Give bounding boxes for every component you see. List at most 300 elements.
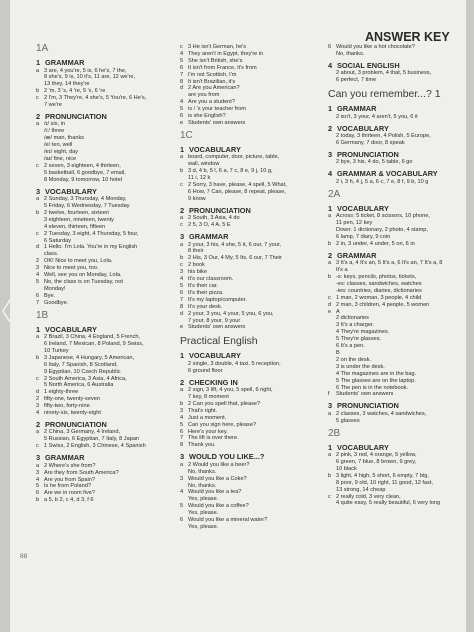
answer-text: Are you a student? xyxy=(188,99,235,106)
answer-letter xyxy=(36,74,44,81)
answer-letter: d xyxy=(180,85,184,92)
answer-text: 2 Are you American? xyxy=(188,85,240,92)
answer-text: 10 Turkey xyxy=(44,347,69,354)
answer-line xyxy=(180,215,320,222)
answer-text: Across: 5 ticket, 8 scissors, 10 phone, xyxy=(336,213,430,220)
answer-line xyxy=(180,496,320,503)
answer-text: Thank you. xyxy=(188,442,216,449)
answer-line xyxy=(180,469,320,476)
answer-letter xyxy=(180,175,188,182)
answer-line xyxy=(180,72,320,79)
answer-line xyxy=(180,175,320,182)
answer-line xyxy=(36,121,170,128)
answer-line xyxy=(180,65,320,72)
answer-line xyxy=(180,196,320,203)
answer-text: wall, window xyxy=(188,161,220,168)
answer-text: No, thanks. xyxy=(188,468,217,475)
answer-letter: 6 xyxy=(36,292,40,299)
answer-text: 3 It's a, 4 It's an, 5 It's a, 6 It's an, 7 It's a, 8 xyxy=(336,260,443,267)
answer-text: 2 Tuesday, 3 eight, 4 Thursday, 5 four, xyxy=(44,230,139,237)
answer-line xyxy=(180,242,320,249)
answer-letter xyxy=(36,382,44,389)
answer-text: 2 pink, 3 red, 4 orange, 5 yellow, xyxy=(336,452,417,459)
answer-line xyxy=(328,378,466,385)
answer-text: A xyxy=(336,308,340,315)
answer-text: 2 seven, 3 eighteen, 4 thirteen, xyxy=(44,162,121,169)
section-heading-would-you-like xyxy=(180,452,320,462)
answer-text: 2 classes, 3 watches, 4 sandwiches, xyxy=(336,410,427,417)
answer-letter xyxy=(180,496,188,503)
answer-letter: 3 xyxy=(180,269,184,276)
answer-line xyxy=(36,382,170,389)
section-title: VOCABULARY xyxy=(337,123,389,133)
answer-letter xyxy=(328,267,336,274)
section-number: 4 xyxy=(328,60,333,70)
answer-text: No, thanks. xyxy=(188,482,217,489)
answer-text: 3 light, 4 high, 5 short, 6 empty, 7 big, xyxy=(336,472,429,479)
answer-text: 5 They're glasses. xyxy=(336,336,382,343)
answer-letter: 5 xyxy=(180,503,184,510)
section-number: 2 xyxy=(328,123,333,133)
answer-letter: 3 xyxy=(180,475,184,482)
answer-letter: b xyxy=(36,209,40,216)
answer-letter xyxy=(328,315,336,322)
answer-line xyxy=(180,154,320,161)
section-title: VOCABULARY xyxy=(337,442,389,452)
answer-text: /e/ ten, well xyxy=(44,142,73,149)
answer-text: is / 's your teacher from xyxy=(188,106,246,113)
answer-text: 2 'm, 3 's, 4 're, 5 's, 6 're xyxy=(44,88,106,95)
answer-text: 6 Germany, 7 door, 8 speak xyxy=(336,139,405,146)
answer-text: /ɪ/ six, in xyxy=(44,121,65,128)
answer-text: 2 Sunday, 3 Thursday, 4 Monday, xyxy=(44,196,127,203)
section-title: VOCABULARY xyxy=(45,324,97,334)
answer-line xyxy=(36,170,170,177)
answer-line xyxy=(328,179,466,186)
answer-line xyxy=(328,70,466,77)
answer-line xyxy=(180,442,320,449)
answer-letter xyxy=(328,220,336,227)
answer-line xyxy=(328,500,466,507)
page-number: 88 xyxy=(20,553,28,560)
answer-text: Monday! xyxy=(44,285,66,292)
answer-text: 3 eighteen, nineteen, twenty xyxy=(44,216,114,223)
answer-text: Is he from Poland? xyxy=(44,483,91,490)
answer-line xyxy=(328,77,466,84)
answer-letter xyxy=(328,234,336,241)
answer-letter: c xyxy=(36,443,39,450)
answer-letter xyxy=(328,343,336,350)
answer-line xyxy=(328,227,466,234)
answer-line xyxy=(180,189,320,196)
answer-text: 7 your, 8 your, 9 your xyxy=(188,317,241,324)
answer-line xyxy=(36,258,170,265)
answer-letter: c xyxy=(328,493,331,500)
section-heading-pronunciation xyxy=(180,206,320,216)
answer-text: 2 really cold, 3 very clean, xyxy=(336,493,401,500)
section-title: GRAMMAR xyxy=(45,453,85,463)
answer-text: 2 twelve, fourteen, sixteen xyxy=(44,209,109,216)
answer-text: 2 in, 3 under, 4 under, 5 on, 6 in xyxy=(336,240,415,247)
answer-letter xyxy=(328,159,336,166)
answer-line xyxy=(328,213,466,220)
answer-line xyxy=(36,196,170,203)
section-heading-vocabulary xyxy=(328,443,466,453)
section-number: 2 xyxy=(36,111,41,121)
answer-text: 2 your, 3 his, 4 she, 5 it, 6 our, 7 your, xyxy=(188,241,281,248)
answer-letter xyxy=(328,487,336,494)
answer-text: Would you like a mineral water? xyxy=(188,517,268,524)
answer-line xyxy=(180,44,320,51)
section-number: 1 xyxy=(180,144,185,154)
answer-line xyxy=(328,315,466,322)
answer-line xyxy=(180,168,320,175)
answer-text: Yes, please. xyxy=(188,523,219,530)
section-title: GRAMMAR xyxy=(337,104,377,114)
section-number: 2 xyxy=(328,250,333,260)
answer-letter: c xyxy=(36,95,39,102)
answer-letter: a xyxy=(180,215,184,222)
section-number: 1 xyxy=(328,442,333,452)
answer-letter xyxy=(36,156,44,163)
answer-line xyxy=(328,466,466,473)
section-number: 3 xyxy=(180,452,185,462)
answer-text: 8 their xyxy=(188,248,204,255)
answer-letter xyxy=(180,368,188,375)
answer-line xyxy=(180,422,320,429)
answer-letter: a xyxy=(328,410,332,417)
answer-letter: a xyxy=(328,452,332,459)
unit-heading-2b: 2B xyxy=(328,427,341,439)
answer-text: -es: classes, sandwiches, watches xyxy=(336,280,422,287)
answer-line xyxy=(328,114,466,121)
answer-text: Down: 1 dictionary, 2 photo, 4 stamp, xyxy=(336,226,428,233)
answer-text: 5 Russian, 6 Egyptian, 7 Italy, 8 Japan xyxy=(44,436,140,443)
answer-line xyxy=(36,224,170,231)
answer-line xyxy=(328,260,466,267)
answer-line xyxy=(36,217,170,224)
answer-letter xyxy=(328,371,336,378)
answer-letter xyxy=(328,288,336,295)
answer-letter: c xyxy=(36,162,39,169)
section-number: 2 xyxy=(180,205,185,215)
section-number: 3 xyxy=(36,453,41,463)
answer-text: 11 i, 12 k xyxy=(188,175,211,182)
answer-text: 2 dictionaries xyxy=(336,315,369,322)
answer-line xyxy=(36,68,170,75)
answer-line xyxy=(36,272,170,279)
answer-line xyxy=(36,334,170,341)
answer-text: 2 sign, 3 lift, 4 you, 5 spell, 6 right, xyxy=(188,387,273,394)
section-number: 1 xyxy=(36,324,41,334)
answer-letter xyxy=(328,364,336,371)
answer-text: Are you from Spain? xyxy=(44,476,95,483)
answer-line xyxy=(36,286,170,293)
answer-line xyxy=(328,459,466,466)
answer-text: class. xyxy=(44,251,59,258)
section-title: VOCABULARY xyxy=(189,144,241,154)
answer-letter: b xyxy=(180,400,184,407)
section-title: WOULD YOU LIKE...? xyxy=(189,452,265,462)
answer-line xyxy=(36,88,170,95)
previous-page-arrow-icon[interactable] xyxy=(0,296,14,326)
answer-letter xyxy=(328,322,336,329)
answer-line xyxy=(328,385,466,392)
answer-line xyxy=(36,142,170,149)
answer-letter: b xyxy=(180,168,184,175)
answer-line xyxy=(328,241,466,248)
answer-text: 9 know xyxy=(188,195,206,202)
answer-text: 2 i, 3 h, 4 j, 5 a, 6 c, 7 e, 8 f, 9 b, 10 g xyxy=(336,178,429,185)
answer-text: No, the class is on Tuesday, not xyxy=(44,278,123,285)
answer-text: 6 Italy, 7 Spanish, 8 Scotland, xyxy=(44,361,118,368)
answer-letter: a xyxy=(36,429,40,436)
answer-line xyxy=(328,494,466,501)
answer-letter xyxy=(36,81,44,88)
answer-letter xyxy=(180,318,188,325)
answer-letter: f xyxy=(328,391,330,398)
answer-letter xyxy=(328,70,336,77)
section-heading-checking-in xyxy=(180,378,320,388)
answer-letter xyxy=(36,177,44,184)
answer-line xyxy=(180,462,320,469)
answer-text: Are they from South America? xyxy=(44,469,119,476)
answer-line xyxy=(328,487,466,494)
section-title: PRONUNCIATION xyxy=(45,111,107,121)
answer-line xyxy=(328,343,466,350)
answer-letter: c xyxy=(180,44,183,50)
section-heading-vocabulary xyxy=(328,204,466,214)
answer-text: -s: keys, pencils, photos, tickets, xyxy=(336,274,417,280)
answer-line xyxy=(36,490,170,497)
answer-line xyxy=(328,418,466,425)
answer-letter xyxy=(328,357,336,364)
answer-letter xyxy=(36,348,44,355)
answer-letter xyxy=(328,51,336,58)
answer-line xyxy=(36,410,170,417)
answer-letter: 5 xyxy=(180,282,184,289)
answer-text: -ies: countries, diaries, dictionaries xyxy=(336,287,422,294)
answer-line xyxy=(180,429,320,436)
answer-text: Students' own answers xyxy=(188,324,246,331)
answer-letter: 8 xyxy=(180,303,184,310)
answer-text: That's right. xyxy=(188,407,218,414)
answer-line xyxy=(36,156,170,163)
unit-heading-1b: 1B xyxy=(36,309,49,321)
section-heading-vocabulary xyxy=(36,325,170,335)
answer-line xyxy=(180,368,320,375)
answer-letter xyxy=(180,469,188,476)
answer-letter: b xyxy=(328,240,332,247)
section-number: 3 xyxy=(36,186,41,196)
answer-line xyxy=(36,251,170,258)
answer-letter xyxy=(36,341,44,348)
answer-line xyxy=(180,524,320,531)
answer-line xyxy=(36,463,170,470)
answer-line xyxy=(36,300,170,307)
answer-line xyxy=(36,238,170,245)
section-title: PRONUNCIATION xyxy=(45,419,107,429)
answer-text: 2 Can you spell that, please? xyxy=(188,400,261,407)
answer-letter: a xyxy=(180,154,184,161)
answer-letter xyxy=(36,224,44,231)
answer-letter: 5 xyxy=(180,57,184,64)
answer-line xyxy=(36,497,170,504)
answer-letter: c xyxy=(36,230,39,237)
answer-text: his bike xyxy=(188,269,207,276)
answer-letter: d xyxy=(328,301,332,308)
answer-text: 5 The glasses are on the laptop. xyxy=(336,377,416,384)
answer-letter xyxy=(328,385,336,392)
answer-line xyxy=(180,248,320,255)
section-heading-grammar xyxy=(328,251,466,261)
answer-text: Yes, please. xyxy=(188,510,219,517)
answer-text: Would you like a tea? xyxy=(188,489,242,496)
answer-letter xyxy=(328,329,336,336)
answer-letter: 6 xyxy=(180,289,184,296)
answer-line xyxy=(328,44,466,51)
section-title: CHECKING IN xyxy=(189,377,238,387)
answer-letter: b xyxy=(328,274,332,280)
section-title: GRAMMAR xyxy=(45,58,85,67)
answer-key-page xyxy=(10,0,466,632)
answer-line xyxy=(36,348,170,355)
answer-letter xyxy=(328,281,336,288)
answer-letter xyxy=(36,128,44,135)
answer-letter xyxy=(180,189,188,196)
answer-letter: 3 xyxy=(36,403,40,410)
answer-line xyxy=(180,92,320,99)
answer-text: It's our classroom. xyxy=(188,276,234,283)
answer-line xyxy=(180,222,320,229)
answer-letter: 7 xyxy=(180,296,184,303)
answer-line xyxy=(180,318,320,325)
answer-text: fifty-two, forty-nine xyxy=(44,403,90,410)
answer-text: Goodbye. xyxy=(44,299,69,306)
answer-line xyxy=(36,389,170,396)
answer-line xyxy=(328,364,466,371)
answer-letter: c xyxy=(180,262,183,269)
answer-line xyxy=(36,177,170,184)
section-title: GRAMMAR xyxy=(337,250,377,260)
answer-letter xyxy=(328,459,336,466)
answer-text: 2 book xyxy=(188,262,205,269)
answer-letter: 4 xyxy=(180,50,184,57)
answer-letter xyxy=(328,77,336,84)
answer-text: 6 It's a pen. xyxy=(336,343,365,350)
answer-letter xyxy=(328,480,336,487)
answer-line xyxy=(328,288,466,295)
answer-text: 6 perfect, 7 time xyxy=(336,77,377,84)
answer-line xyxy=(180,401,320,408)
section-heading-grammar xyxy=(180,232,320,242)
answer-line xyxy=(180,408,320,415)
answer-letter: d xyxy=(36,389,40,396)
answer-line xyxy=(328,473,466,480)
answer-line xyxy=(180,483,320,490)
section-heading-pronunciation xyxy=(328,401,466,411)
answer-line xyxy=(328,51,466,58)
answer-column-3 xyxy=(328,44,466,507)
answer-letter xyxy=(328,336,336,343)
section-number: 2 xyxy=(36,419,41,429)
answer-letter: 2 xyxy=(36,396,40,403)
answer-line xyxy=(180,489,320,496)
answer-text: 2 man, 3 children, 4 people, 5 women xyxy=(336,301,430,308)
answer-text: It's my laptop/computer. xyxy=(188,296,247,303)
answer-text: 2 South, 3 Asia, 4 do xyxy=(188,215,240,222)
answer-text: board, computer, door, picture, table, xyxy=(188,154,280,161)
answer-line xyxy=(36,265,170,272)
answer-letter xyxy=(36,142,44,149)
answer-text: 6 How, 7 Can, please, 8 repeat, please, xyxy=(188,188,286,195)
answer-text: It's a xyxy=(336,267,348,274)
answer-line xyxy=(180,79,320,86)
answer-text: 5 North America, 6 Australia xyxy=(44,382,114,389)
answer-line xyxy=(180,99,320,106)
answer-text: 5 glasses xyxy=(336,417,360,424)
answer-line xyxy=(180,387,320,394)
answer-letter xyxy=(328,179,336,186)
answer-letter xyxy=(36,170,44,177)
section-title: VOCABULARY xyxy=(45,186,97,196)
answer-text: 3 It's a charger. xyxy=(336,322,375,329)
section-number: 3 xyxy=(328,401,333,411)
answer-line xyxy=(328,302,466,309)
answer-line xyxy=(180,394,320,401)
section-heading-grammar xyxy=(36,58,170,68)
answer-text: 10 black xyxy=(336,465,357,472)
answer-letter: 2 xyxy=(36,258,40,265)
answer-text: It's your desk. xyxy=(188,303,223,310)
answer-text: 1 Hello. I'm Lola. You're in my English xyxy=(44,244,138,251)
answer-letter xyxy=(36,217,44,224)
answer-text: I'm not Scottish, I'm xyxy=(188,71,237,78)
answer-letter: d xyxy=(180,310,184,317)
answer-line xyxy=(328,480,466,487)
answer-letter: 7 xyxy=(180,71,184,78)
answer-letter: 6 xyxy=(180,428,184,435)
answer-letter: d xyxy=(36,244,40,251)
answer-line xyxy=(180,255,320,262)
section-title: GRAMMAR xyxy=(189,232,229,242)
answer-text: It's their pizza. xyxy=(188,289,224,296)
answer-text: Well, see you on Monday, Lola. xyxy=(44,272,122,279)
answer-text: 2 I'm, 3 They're, 4 she's, 5 You're, 6 He's, xyxy=(44,95,147,102)
answer-line xyxy=(36,163,170,170)
answer-letter: c xyxy=(180,222,183,229)
answer-text: 6 ground floor xyxy=(188,367,223,374)
answer-letter: a xyxy=(36,196,40,203)
answer-text: 4 eleven, thirteen, fifteen xyxy=(44,223,106,230)
answer-text: 9 Egyptian, 10 Czech Republic xyxy=(44,368,121,375)
answer-letter: c xyxy=(328,294,331,301)
answer-line xyxy=(180,113,320,120)
section-heading-vocabulary xyxy=(36,187,170,197)
answer-letter: 4 xyxy=(36,272,40,279)
answer-line xyxy=(180,324,320,331)
section-heading-pronunciation xyxy=(328,150,466,160)
answer-line xyxy=(180,58,320,65)
answer-line xyxy=(180,182,320,189)
answer-letter: a xyxy=(328,213,332,220)
answer-text: No, thanks. xyxy=(336,50,365,57)
section-number: 3 xyxy=(180,232,185,242)
answer-text: 2 China, 3 Germany, 4 Ireland, xyxy=(44,429,121,436)
answer-line xyxy=(328,281,466,288)
answer-letter: e xyxy=(180,324,184,331)
answer-line xyxy=(180,106,320,113)
